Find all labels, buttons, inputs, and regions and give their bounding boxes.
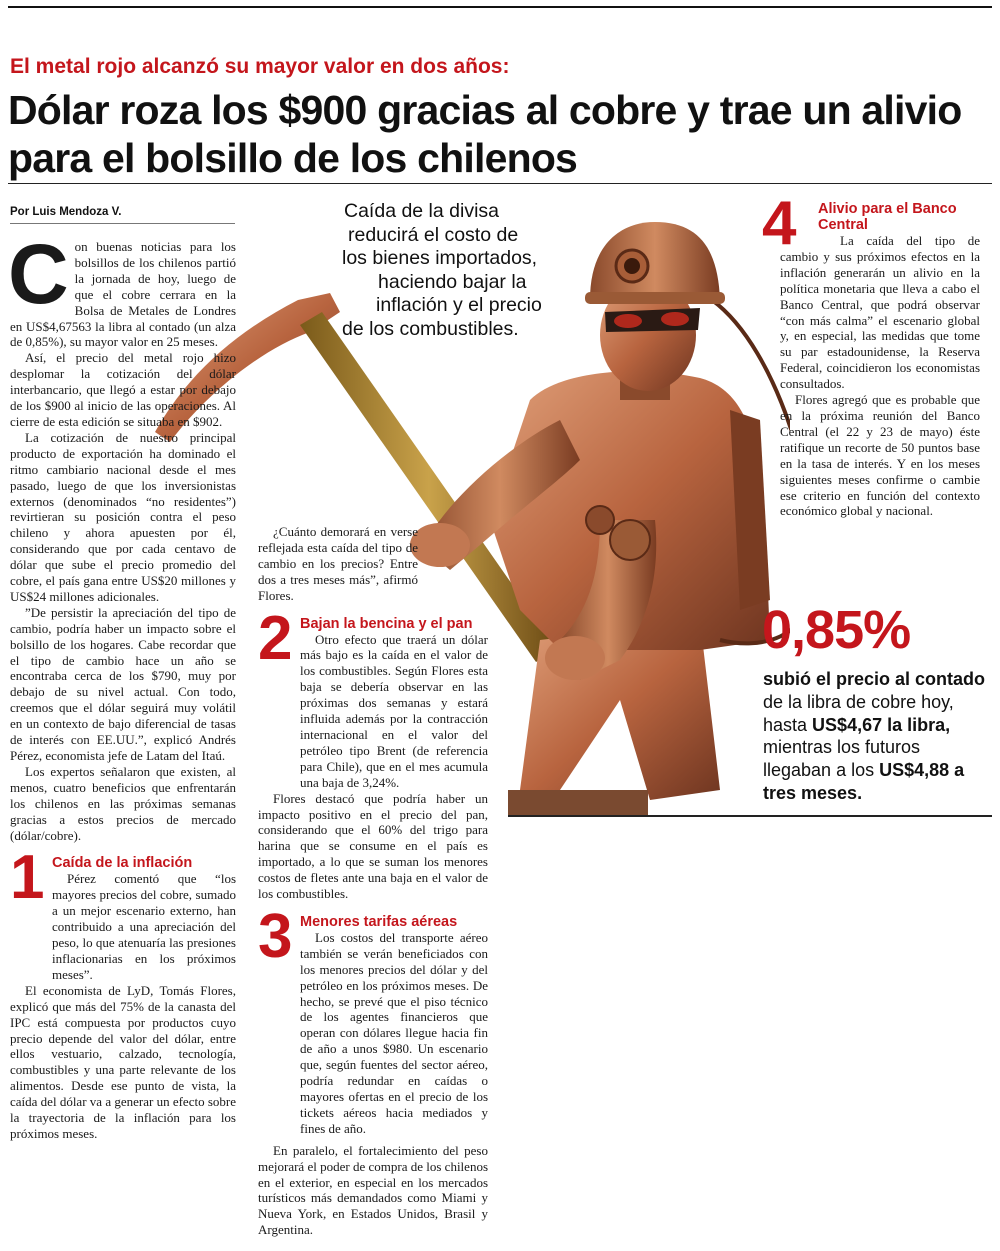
column-1 bbox=[8, 227, 236, 1142]
paragraph: Los expertos señalaron que existen, al menos, cuatro beneficios que enfrentarán los chilenos en las próximas semanas gracias a estos precios de mercado (dólar/cobre). bbox=[10, 763, 236, 843]
deck-line: haciendo bajar la bbox=[378, 270, 527, 293]
paragraph: ¿Cuánto demorará en verse reflejada esta caída del tipo de cambio en los precios? Entre dos a tres meses más”, afirmó Flores. bbox=[258, 524, 418, 603]
paragraph: Pérez comentó que “los mayores precios del cobre, sumado a un mejor escenario externo, han contribuido a una apreciación del peso, lo que atenuaría las presiones inflacionarias en los próximos meses”. bbox=[52, 871, 236, 982]
section-heading: Alivio para el Banco Central bbox=[818, 201, 957, 233]
stat-number: 0,85% bbox=[762, 600, 911, 660]
deck bbox=[340, 200, 580, 342]
paragraph: Otro efecto que traerá un dólar más bajo es la caída en el valor de los combustibles. Según Flores esta baja se debería observar en las próximas dos semanas y estará influida además por la contracción internacional en el valor del petróleo tipo Brent (de referencia para Chile), que en el mes acumula una baja de 3,24%. bbox=[300, 631, 488, 790]
lead-paragraph: Con buenas noticias para los bolsillos de los chilenos partió la jornada de hoy, luego de que el cobre cerrara en la Bolsa de Metales de Londres en US$4,67563 la libra al contado (un alza de 0,85%), su mayor valor en 25 meses. bbox=[8, 227, 236, 350]
paragraph: En paralelo, el fortalecimiento del peso mejorará el poder de compra de los chilenos en el exterior, en especial en los mercados turísticos más demandados como Miami y Nueva York, en Estados Unidos, Brasil y Argentina. bbox=[258, 1142, 488, 1238]
deck-line: los bienes importados, bbox=[342, 247, 538, 270]
section-heading: Caída de la inflación bbox=[52, 855, 193, 872]
deck-line: de los combustibles. bbox=[342, 317, 519, 340]
section-number: 4 bbox=[762, 189, 797, 258]
section-4 bbox=[762, 189, 980, 392]
deck-line: reducirá el costo de bbox=[348, 223, 519, 246]
section-number: 1 bbox=[10, 843, 45, 913]
byline: Por Luis Mendoza V. bbox=[10, 206, 122, 218]
deck-line: Caída de la divisa bbox=[344, 200, 500, 222]
section-number: 3 bbox=[258, 901, 293, 971]
photo-base-rule bbox=[508, 815, 992, 817]
drop-cap: C bbox=[8, 227, 69, 321]
paragraph: Los costos del transporte aéreo también se verán beneficiados con los menores precios del dólar y del petróleo en los próximos meses. De hecho, se prevé que el piso técnico de los agentes financieros que operan con dólares llegue hacia fin de año a unos $980. Un escenario que, según fuentes del sector aéreo, podría redundar en caídas o mayores ofertas en el precio de los tickets aéreos hacia mediados y fines de año. bbox=[300, 929, 488, 1136]
paragraph: Flores agregó que es probable que en la próxima reunión del Banco Central (el 22 y 23 de mayo) éste ratifique un recorte de 50 puntos base en la tasa de interés. Y en los meses siguientes meses confirme o cambie ese criterio en función del contexto económico global y nacional. bbox=[780, 392, 980, 519]
section-number: 2 bbox=[258, 603, 293, 673]
section-3 bbox=[258, 901, 488, 1137]
column-3 bbox=[762, 189, 980, 519]
column-2 bbox=[258, 524, 488, 1238]
section-2 bbox=[258, 603, 488, 791]
section-1 bbox=[10, 843, 236, 982]
headline: Dólar roza los $900 gracias al cobre y trae un alivio para el bolsillo de los chilenos bbox=[8, 87, 962, 181]
paragraph: Flores destacó que podría haber un impacto positivo en el precio del pan, considerando que el 60% del trigo para harina que se consume en el país es importado, a lo que se suman los menores costos de fletes ante una baja en el valor de los combustibles. bbox=[258, 790, 488, 902]
paragraph: El economista de LyD, Tomás Flores, explicó que más del 75% de la canasta del IPC está compuesta por productos cuyo precio depende del valor del dólar, entre ellos vestuario, calzado, tecnología, combustibles y una parte relevante de los alimentos. Desde ese punto de vista, la caída del dólar va a generar un efecto sobre la trayectoria de la inflación para los próximos meses. bbox=[10, 982, 236, 1141]
deck-line: inflación y el precio bbox=[376, 294, 542, 317]
section-heading: Menores tarifas aéreas bbox=[300, 913, 458, 930]
paragraph: Así, el precio del metal rojo hizo desplomar la cotización del dólar interbancario, que llegó a estar por debajo de los $900 al inicio de las operaciones. Al cierre de esta edición se situaba en $902. bbox=[10, 350, 236, 429]
paragraph: ”De persistir la apreciación del tipo de cambio, podría haber un impacto sobre el bolsillo de los hogares. Cabe recordar que el tipo de cambio hace un año se encontraba cerca de los $790, muy por debajo de su nivel actual. Con todo, creemos que el dólar seguirá muy volátil en un contexto de bajo diferencial de tasas de interés con EE.UU.”, explicó Andrés Pérez, economista jefe de Latam del Itaú. bbox=[10, 604, 236, 763]
paragraph: La caída del tipo de cambio y sus próximos efectos en la inflación generarán un alivio en la política monetaria que lleva a cabo el Banco Central, que podrá observar “con más calma” el escenario global y, en especial, las medidas que tome su par estadounidense, la Reserva Federal, coincidieron los economistas consultados. bbox=[780, 233, 980, 392]
section-heading: Bajan la bencina y el pan bbox=[300, 615, 473, 632]
kicker: El metal rojo alcanzó su mayor valor en dos años: bbox=[10, 55, 510, 78]
paragraph: La cotización de nuestro principal producto de exportación ha dominado el ritmo cambiario nacional desde el mes pasado, luego de que los inversionistas externos (denominados “no residentes”) revirtieran su posición contra el peso chileno y ahora apuesten por él, considerando que por cada centavo de dólar que sube el precio promedio del cobre, el país gana entre US$20 millones y US$24 millones adicionales. bbox=[10, 429, 236, 604]
top-rule bbox=[8, 6, 992, 8]
stat-text: subió el precio al contado de la libra de cobre hoy, hasta US$4,67 la libra, mientras los futuros llegaban a los US$4,88 a tres meses. bbox=[763, 669, 986, 803]
